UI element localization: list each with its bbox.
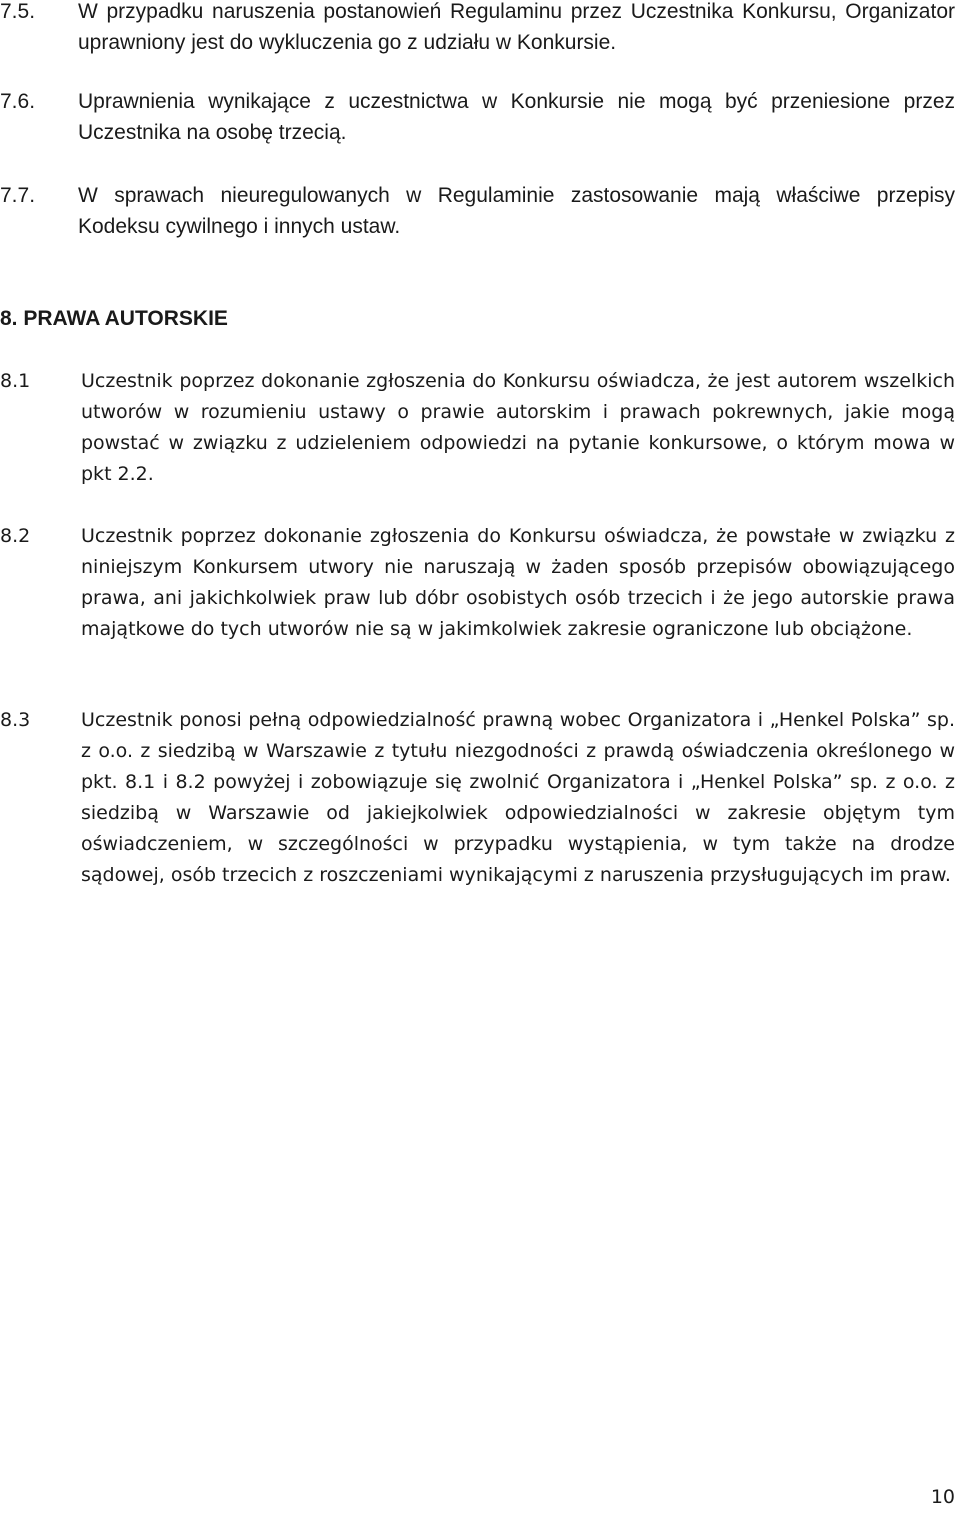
- clause-8-2: [0, 521, 955, 645]
- clause-number: 7.6.: [0, 90, 36, 113]
- clause-8-1: [0, 366, 955, 490]
- clause-text: W sprawach nieuregulowanych w Regulaminie zastosowanie mają właściwe przepisy Kodeksu cywilnego i innych ustaw.: [78, 184, 955, 238]
- clause-number: 8.1: [0, 370, 31, 392]
- clause-text: W przypadku naruszenia postanowień Regulaminu przez Uczestnika Konkursu, Organizator uprawniony jest do wykluczenia go z udziału w Konkursie.: [78, 0, 955, 54]
- clause-text: Uczestnik ponosi pełną odpowiedzialność prawną wobec Organizatora i „Henkel Polska” sp. z o.o. z siedzibą w Warszawie z tytułu niezgodności z prawdą oświadczenia określonego w pkt. 8.1 i 8.2 powyżej i zobowiązuje się zwolnić Organizatora i „Henkel Polska” sp. z o.o. z siedzibą w Warszawie od jakiejkolwiek odpowiedzialności w zakresie objętym tym oświadczeniem, w szczególności w przypadku wystąpienia, w tym także na drodze sądowej, osób trzecich z roszczeniami wynikającymi z naruszenia przysługujących im praw.: [81, 709, 955, 886]
- clause-8-3: [0, 705, 955, 891]
- clause-7-7: [0, 180, 955, 242]
- clause-7-6: [0, 86, 955, 148]
- clause-number: 8.3: [0, 709, 31, 731]
- clause-7-5: [0, 0, 955, 58]
- clause-text: Uczestnik poprzez dokonanie zgłoszenia do Konkursu oświadcza, że jest autorem wszelkich utworów w rozumieniu ustawy o prawie autorskim i prawach pokrewnych, jakie mogą powstać w związku z udzieleniem odpowiedzi na pytanie konkursowe, o którym mowa w pkt 2.2.: [81, 370, 955, 485]
- section-heading: 8. PRAWA AUTORSKIE: [0, 307, 228, 330]
- clause-number: 8.2: [0, 525, 31, 547]
- clause-text: Uprawnienia wynikające z uczestnictwa w Konkursie nie mogą być przeniesione przez Uczestnika na osobę trzecią.: [78, 90, 955, 144]
- page-number: 10: [930, 1486, 955, 1508]
- clause-number: 7.7.: [0, 184, 36, 207]
- clause-number: 7.5.: [0, 0, 36, 23]
- clause-text: Uczestnik poprzez dokonanie zgłoszenia do Konkursu oświadcza, że powstałe w związku z niniejszym Konkursem utwory nie naruszają w żaden sposób przepisów obowiązującego prawa, ani jakichkolwiek praw lub dóbr osobistych osób trzecich i że jego autorskie prawa majątkowe do tych utworów nie są w jakimkolwiek zakresie ograniczone lub obciążone.: [81, 525, 955, 640]
